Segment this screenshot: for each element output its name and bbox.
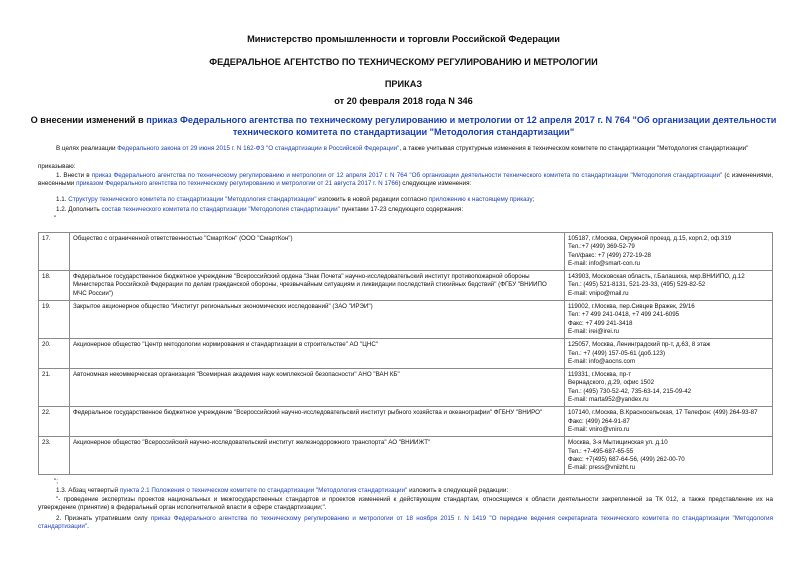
- p1-text-1: 1. Внести в: [56, 172, 92, 179]
- organization-name: Федеральное государственное бюджетное учреждение "Всероссийский научно-исследовательский институт рыбного хозяйства и океанографии" ФГБНУ "ВНИРО": [70, 407, 565, 437]
- organization-contacts: [565, 407, 773, 437]
- table-row: [39, 369, 773, 407]
- link-order-764[interactable]: приказ Федерального агентства по техническому регулированию и метрологии от 12 апреля 2017 г. N 764 "Об организации деятельности технического комитета по стандартизации "Методология стандартизации": [91, 172, 723, 179]
- contact-line: E-mail: marta952@yandex.ru: [568, 396, 649, 404]
- intro-paragraph: [38, 145, 773, 153]
- contact-line: Факс: +7(495) 687-64-56, (499) 262-00-70: [568, 455, 685, 463]
- contact-line: Вернадского, д.29, офис 1502: [568, 379, 655, 387]
- contact-line: 119331, г.Москва, пр-т: [568, 371, 632, 379]
- title-link-order-764[interactable]: приказ Федерального агентства по техническому регулированию и метрологии от 12 апреля 2017 г. N 764 "Об организации деятельности технического комитета по стандартизации "Методология стандартизации": [146, 115, 777, 137]
- contact-line: Москва, 3-я Мытищинская ул. д.10: [568, 439, 668, 447]
- table-row: [39, 407, 773, 437]
- contact-line: Факс: (499) 264-91-87: [568, 417, 630, 425]
- contact-line: Тел: +7 499 241-0418, +7 499 241-6095: [568, 311, 680, 319]
- contact-line: 125057, Москва, Ленинградский пр-т, д.63, 8 этаж: [568, 341, 711, 349]
- paragraph-2: [38, 515, 773, 532]
- contact-line: Факс: +7 499 241-3418: [568, 319, 633, 327]
- intro-text-1: В целях реализации: [56, 145, 118, 152]
- organization-contacts: [565, 271, 773, 301]
- organization-name: Закрытое акционерное общество "Институт региональных экономических исследований" (ЗАО "ИРЭИ"): [70, 301, 565, 339]
- doc-date-number: от 20 февраля 2018 года N 346: [334, 96, 473, 106]
- p12-text-2: пунктами 17-23 следующего содержания:: [339, 206, 464, 213]
- link-order-1766[interactable]: приказом Федерального агентства по техническому регулированию и метрологии от 21 августа 2017 г. N 1766: [76, 180, 399, 188]
- contact-line: 119002, г.Москва, пер.Сивцев Вражек, 29/16: [568, 303, 695, 311]
- paragraph-1: [38, 172, 773, 189]
- p11-text-1: 1.1.: [56, 196, 69, 203]
- organization-name: Общество с ограниченной ответственностью "СмартКон" (ООО "СмартКон"): [70, 233, 565, 271]
- paragraph-1-1: [38, 196, 773, 204]
- organization-name: Автономная некоммерческая организация "Всемирная академия наук комплексной безопасности" АНО "ВАН КБ": [70, 369, 565, 407]
- p1-text-3: ) следующие изменения:: [398, 180, 472, 188]
- paragraph-1-2: [38, 206, 773, 214]
- doc-type-heading: ПРИКАЗ: [384, 79, 423, 89]
- row-number: 19.: [39, 301, 70, 339]
- p12-text-1: 1.2. Дополнить: [56, 206, 102, 213]
- p11-text-3: ;: [532, 196, 535, 203]
- link-appendix[interactable]: приложению к настоящему приказу: [428, 196, 533, 203]
- row-number: 21.: [39, 369, 70, 407]
- link-committee-composition[interactable]: состав технического комитета по стандартизации "Методология стандартизации": [101, 206, 340, 213]
- contact-line: 105187, г.Москва, Окружной проезд, д.15, корп.2, оф.319: [568, 235, 732, 242]
- organization-contacts: [565, 339, 773, 369]
- table-row: [39, 301, 773, 339]
- document-title: [30, 114, 777, 138]
- link-federal-law-162[interactable]: Федерального закона от 29 июня 2015 г. N 162-ФЗ "О стандартизации в Российской Федерации": [117, 145, 400, 152]
- members-table: [38, 232, 773, 475]
- paragraph-1-3-quote: "- проведение экспертизы проектов национальных и межгосударственных стандартов и проектов изменений к действующим стандартам, относящимся к области деятельности закрепленной за ТК 012, а также представление их на утверждение (принятие) в федеральный орган исполнительной власти в сфере стандартизации;".: [38, 496, 773, 512]
- table-row: [39, 437, 773, 475]
- contact-line: 107140, г.Москва, В.Красносельская, 17 Телефон: (499) 264-93-87: [568, 409, 758, 417]
- row-number: 20.: [39, 339, 70, 369]
- organization-name: Федеральное государственное бюджетное учреждение "Всероссийский ордена "Знак Почета" научно-исследовательский институт противопожарной обороны Министерства Российской Федерации по делам гражданской обороны, чрезвычайным ситуациям и ликвидации последствий стихийных бедствий" (ФГБУ "ВНИИПО МЧС России"): [70, 271, 565, 301]
- contact-line: Тел.: (495) 521-8131, 521-23-33, (495) 529-82-52: [568, 281, 706, 289]
- row-number: 22.: [39, 407, 70, 437]
- contact-line: Тел.: (495) 730-52-42, 735-63-14, 215-09-42: [568, 387, 692, 395]
- table-row: [39, 339, 773, 369]
- p1-text-2: (с изменениями, внесенными: [38, 172, 773, 188]
- contact-line: Тел.: +7 (499) 157-05-61 (доб.123): [568, 349, 666, 357]
- contact-line: E-mail: irei@irei.ru: [568, 327, 619, 335]
- intro-text-2: , а также учитывая структурные изменения в техническом комитете по стандартизации "Методология стандартизации": [399, 145, 749, 152]
- organization-contacts: [565, 437, 773, 475]
- organization-contacts: [565, 233, 773, 271]
- order-word: приказываю:: [38, 163, 76, 170]
- organization-name: Акционерное общество "Всероссийский научно-исследовательский институт железнодорожного транспорта" АО "ВНИИЖТ": [70, 437, 565, 475]
- table-row: [39, 271, 773, 301]
- p11-text-2: изложить в новой редакции согласно: [316, 196, 429, 203]
- organization-contacts: [565, 301, 773, 339]
- link-committee-structure[interactable]: Структуру технического комитета по стандартизации "Методология стандартизации": [68, 196, 317, 203]
- ministry-heading: Министерство промышленности и торговли Российской Федерации: [247, 34, 560, 44]
- p13-text-2: изложить в следующей редакции:: [407, 487, 509, 494]
- organization-name: Акционерное общество "Центр методологии нормирования и стандартизации в строительстве" АО "ЦНС": [70, 339, 565, 369]
- contact-line: Тел.:+7 (499) 369-52-79: [568, 243, 635, 251]
- p13-text-1: 1.3. Абзац четвертый: [56, 487, 120, 494]
- row-number: 18.: [39, 271, 70, 301]
- contact-line: E-mail: press@vniizht.ru: [568, 464, 636, 472]
- table-row: [39, 233, 773, 271]
- p2-text-2: .: [87, 523, 89, 531]
- paragraph-1-3: [38, 487, 773, 495]
- contact-line: E-mail: info@smart-con.ru: [568, 259, 640, 267]
- contact-line: E-mail: info@aocns.com: [568, 357, 636, 365]
- contact-line: E-mail: vniro@vniro.ru: [568, 425, 630, 433]
- contact-line: Тел.: +7-495-687-65-55: [568, 447, 634, 455]
- quote-close: ";: [54, 478, 58, 485]
- link-regulation-2-1[interactable]: пункта 2.1 Положения о техническом комитете по стандартизации "Методология стандартизации": [119, 487, 408, 494]
- link-order-1419[interactable]: приказ Федерального агентства по техническому регулированию и метрологии от 18 ноября 2015 г. N 1419 "О передаче ведения секретариата технического комитета по стандартизации "Методология стандартизации": [38, 515, 773, 531]
- row-number: 17.: [39, 233, 70, 271]
- title-prefix: О внесении изменений в: [30, 115, 147, 125]
- organization-contacts: [565, 369, 773, 407]
- agency-heading: ФЕДЕРАЛЬНОЕ АГЕНТСТВО ПО ТЕХНИЧЕСКОМУ РЕГУЛИРОВАНИЮ И МЕТРОЛОГИИ: [209, 57, 598, 67]
- p2-text-1: 2. Признать утратившим силу: [56, 515, 151, 522]
- row-number: 23.: [39, 437, 70, 475]
- quote-open: ": [54, 215, 57, 222]
- contact-line: Тел/факс: +7 (499) 272-19-28: [568, 251, 651, 259]
- contact-line: E-mail: vnipo@mail.ru: [568, 289, 629, 297]
- contact-line: 143903, Московская область, г.Балашиха, мкр.ВНИИПО, д.12: [568, 273, 745, 281]
